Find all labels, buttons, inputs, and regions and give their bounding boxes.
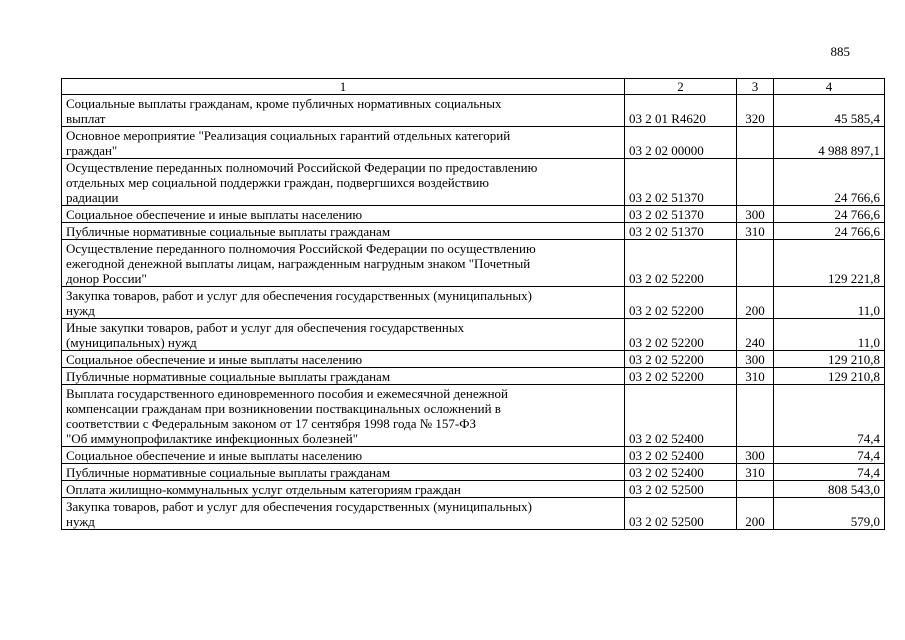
table-row	[62, 368, 885, 385]
row-name-line: Социальное обеспечение и иные выплаты населению	[66, 448, 363, 463]
row-name-cell	[62, 351, 625, 368]
row-code-cell: 03 2 02 51370	[625, 159, 737, 206]
row-name-line: донор России"	[66, 271, 147, 286]
row-name-line: радиации	[66, 190, 119, 205]
table-row	[62, 447, 885, 464]
row-amount-cell: 45 585,4	[774, 95, 885, 127]
row-type-cell: 320	[737, 95, 774, 127]
row-type-cell: 310	[737, 223, 774, 240]
row-code-cell: 03 2 02 52200	[625, 319, 737, 351]
row-type-cell: 310	[737, 368, 774, 385]
row-code-cell: 03 2 02 52200	[625, 368, 737, 385]
table-row	[62, 159, 885, 206]
row-name-cell	[62, 368, 625, 385]
budget-table	[61, 78, 885, 530]
row-name-cell	[62, 385, 625, 447]
row-name-line: Осуществление переданных полномочий Российской Федерации по предоставлению	[66, 160, 538, 175]
row-type-cell	[737, 240, 774, 287]
row-name-cell	[62, 287, 625, 319]
row-name-line: Социальные выплаты гражданам, кроме публичных нормативных социальных	[66, 96, 502, 111]
row-type-cell	[737, 385, 774, 447]
row-amount-cell: 11,0	[774, 287, 885, 319]
header-cell-1: 1	[62, 79, 625, 95]
row-amount-cell: 74,4	[774, 464, 885, 481]
row-name-cell	[62, 223, 625, 240]
row-name-cell	[62, 498, 625, 530]
row-amount-cell: 4 988 897,1	[774, 127, 885, 159]
row-amount-cell: 129 210,8	[774, 351, 885, 368]
row-name-line: ежегодной денежной выплаты лицам, награжденным нагрудным знаком "Почетный	[66, 256, 531, 271]
row-type-cell	[737, 127, 774, 159]
row-code-cell: 03 2 02 52200	[625, 351, 737, 368]
header-cell-4: 4	[774, 79, 885, 95]
table-row	[62, 385, 885, 447]
row-name-line: компенсации гражданам при возникновении поствакцинальных осложнений в	[66, 401, 501, 416]
row-name-line: "Об иммунопрофилактике инфекционных болезней"	[66, 431, 359, 446]
row-name-line: Основное мероприятие "Реализация социальных гарантий отдельных категорий	[66, 128, 511, 143]
table-row	[62, 95, 885, 127]
row-name-line: Социальное обеспечение и иные выплаты населению	[66, 352, 363, 367]
row-type-cell: 310	[737, 464, 774, 481]
row-name-cell	[62, 95, 625, 127]
page-number: 885	[830, 44, 850, 59]
row-code-cell: 03 2 02 52400	[625, 385, 737, 447]
header-cell-3: 3	[737, 79, 774, 95]
row-name-line: нужд	[66, 514, 95, 529]
row-type-cell: 300	[737, 447, 774, 464]
table-header-row	[62, 79, 885, 95]
row-type-cell: 300	[737, 206, 774, 223]
row-name-line: Публичные нормативные социальные выплаты гражданам	[66, 465, 391, 480]
row-name-cell	[62, 240, 625, 287]
row-amount-cell: 24 766,6	[774, 159, 885, 206]
row-name-line: Публичные нормативные социальные выплаты гражданам	[66, 369, 391, 384]
header-cell-2: 2	[625, 79, 737, 95]
row-name-line: Закупка товаров, работ и услуг для обеспечения государственных (муниципальных)	[66, 288, 532, 303]
row-type-cell: 300	[737, 351, 774, 368]
row-name-line: Социальное обеспечение и иные выплаты населению	[66, 207, 363, 222]
table-body	[62, 79, 885, 530]
row-name-line: (муниципальных) нужд	[66, 335, 197, 350]
row-amount-cell: 74,4	[774, 385, 885, 447]
row-name-line: Оплата жилищно-коммунальных услуг отдельным категориям граждан	[66, 482, 461, 497]
table-row	[62, 498, 885, 530]
table-row	[62, 240, 885, 287]
row-name-cell	[62, 447, 625, 464]
row-name-line: соответствии с Федеральным законом от 17 сентября 1998 года № 157-ФЗ	[66, 416, 476, 431]
row-code-cell: 03 2 02 51370	[625, 223, 737, 240]
row-code-cell: 03 2 01 R4620	[625, 95, 737, 127]
row-name-line: Осуществление переданного полномочия Российской Федерации по осуществлению	[66, 241, 536, 256]
row-code-cell: 03 2 02 52200	[625, 240, 737, 287]
table-row	[62, 287, 885, 319]
row-code-cell: 03 2 02 52500	[625, 498, 737, 530]
row-type-cell	[737, 159, 774, 206]
row-type-cell	[737, 481, 774, 498]
row-type-cell: 240	[737, 319, 774, 351]
row-type-cell: 200	[737, 287, 774, 319]
row-name-line: Иные закупки товаров, работ и услуг для обеспечения государственных	[66, 320, 465, 335]
table-row	[62, 127, 885, 159]
row-name-line: Публичные нормативные социальные выплаты гражданам	[66, 224, 391, 239]
table-row	[62, 481, 885, 498]
row-name-line: отдельных мер социальной поддержки граждан, подвергшихся воздействию	[66, 175, 489, 190]
row-code-cell: 03 2 02 51370	[625, 206, 737, 223]
row-name-cell	[62, 464, 625, 481]
row-type-cell: 200	[737, 498, 774, 530]
table-row	[62, 206, 885, 223]
table-row	[62, 319, 885, 351]
row-amount-cell: 579,0	[774, 498, 885, 530]
row-amount-cell: 24 766,6	[774, 206, 885, 223]
row-code-cell: 03 2 02 52400	[625, 447, 737, 464]
row-code-cell: 03 2 02 00000	[625, 127, 737, 159]
row-name-line: выплат	[66, 111, 106, 126]
row-name-line: Закупка товаров, работ и услуг для обеспечения государственных (муниципальных)	[66, 499, 532, 514]
row-code-cell: 03 2 02 52200	[625, 287, 737, 319]
row-code-cell: 03 2 02 52400	[625, 464, 737, 481]
row-name-cell	[62, 481, 625, 498]
row-amount-cell: 129 221,8	[774, 240, 885, 287]
row-amount-cell: 74,4	[774, 447, 885, 464]
row-name-cell	[62, 206, 625, 223]
row-amount-cell: 11,0	[774, 319, 885, 351]
row-amount-cell: 808 543,0	[774, 481, 885, 498]
row-amount-cell: 129 210,8	[774, 368, 885, 385]
row-name-cell	[62, 127, 625, 159]
row-name-line: нужд	[66, 303, 95, 318]
row-name-line: граждан"	[66, 143, 118, 158]
row-name-cell	[62, 319, 625, 351]
table-row	[62, 464, 885, 481]
table-row	[62, 351, 885, 368]
table-row	[62, 223, 885, 240]
row-amount-cell: 24 766,6	[774, 223, 885, 240]
row-name-cell	[62, 159, 625, 206]
row-code-cell: 03 2 02 52500	[625, 481, 737, 498]
row-name-line: Выплата государственного единовременного пособия и ежемесячной денежной	[66, 386, 508, 401]
